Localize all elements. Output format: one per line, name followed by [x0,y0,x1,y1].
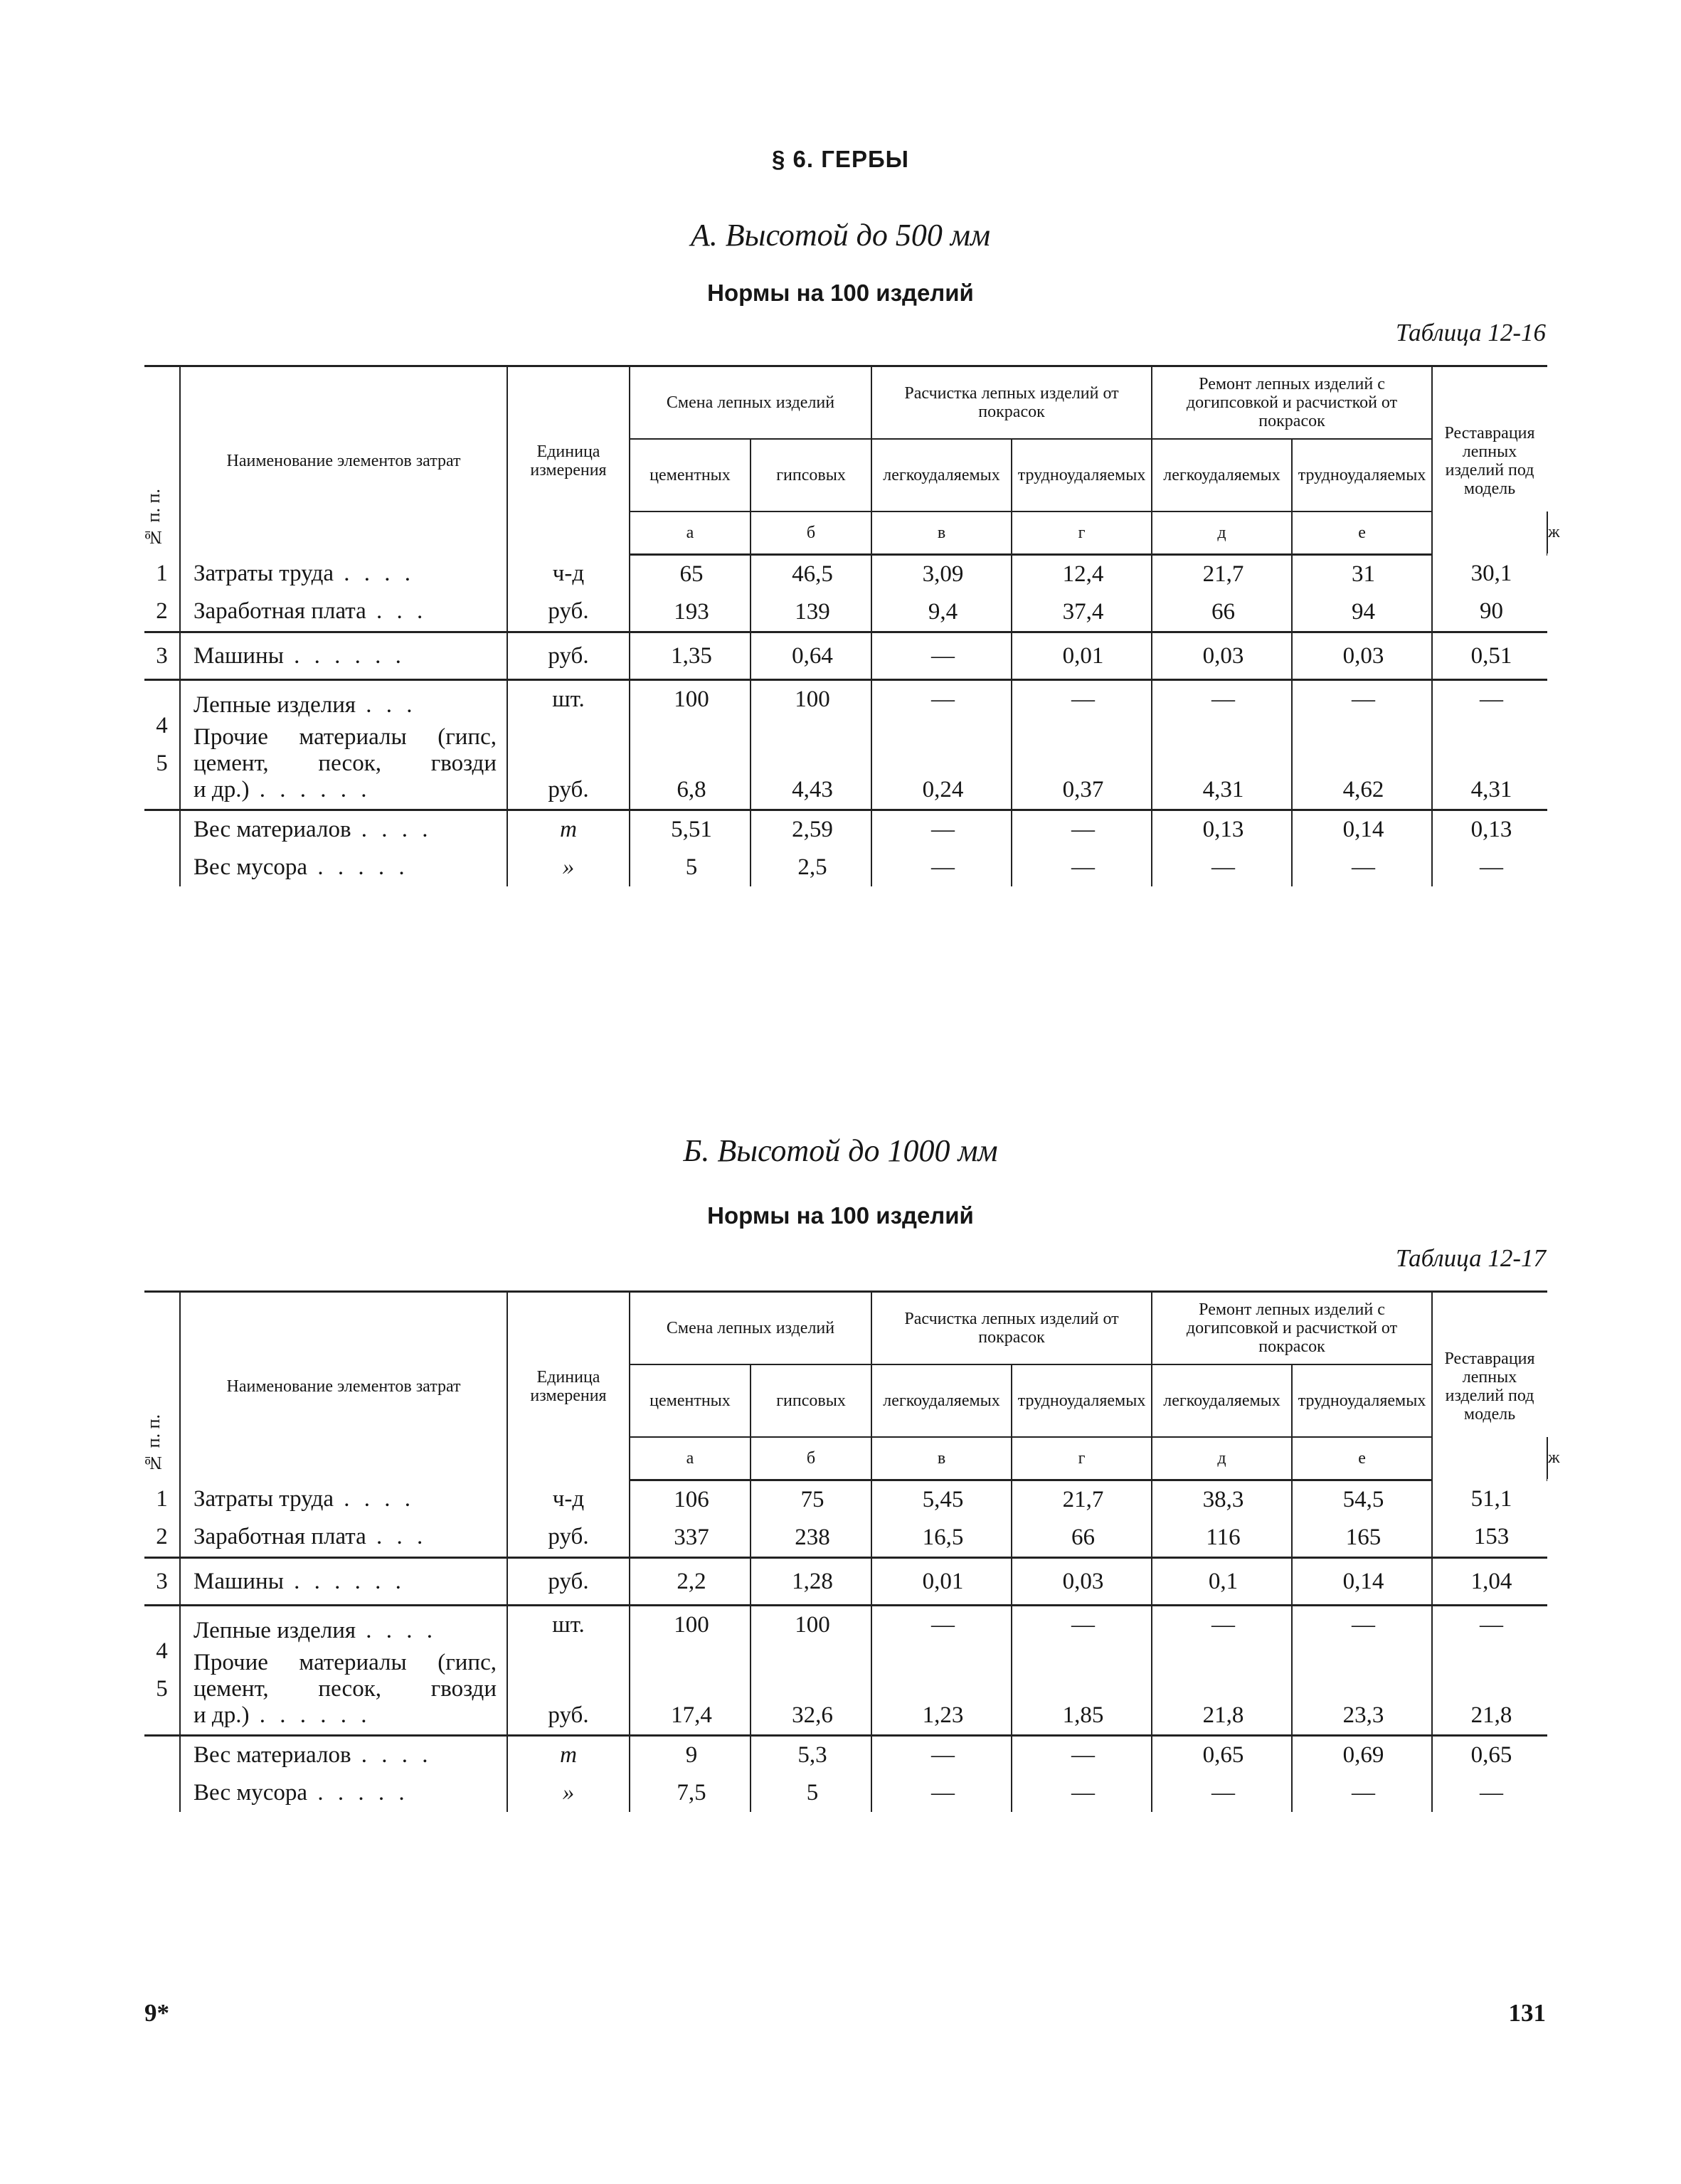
value-cell [1292,680,1432,810]
cell-text: — [931,1742,955,1768]
value-cell [630,1480,751,1558]
sub-cement-header: цементных [630,439,751,511]
value-cell [1292,1736,1432,1813]
value-cell: 1,04 [1432,1558,1547,1606]
cell-text: 1,85 [1062,1702,1104,1728]
num-header: № п. п. [144,1292,180,1480]
row-name: Машины . . . . . . [180,1558,507,1606]
row-numbers [144,555,180,632]
name-header: Наименование элементов затрат [180,366,507,555]
cell-text: 5 [806,1780,819,1806]
value-cell: 0,03 [1292,632,1432,680]
cell-text: 337 [674,1525,709,1550]
cell-text: ч-д [552,561,585,587]
cell-text: — [1480,687,1504,712]
row-numbers [144,810,180,887]
cell-text: 0,37 [1062,777,1104,802]
sub-hard-header: трудноудаляемых [1012,1364,1152,1437]
cell-text: 100 [795,687,830,712]
value-cell [871,1606,1012,1736]
cell-text: 0,14 [1342,817,1384,842]
value-cell [1292,555,1432,632]
row-numbers [144,680,180,810]
value-cell [1292,1606,1432,1736]
table-b-label: Таблица 12-17 [1395,1244,1546,1272]
cell-text: 139 [795,599,830,625]
cell-text: 90 [1480,598,1504,625]
row-units [507,1736,630,1813]
cell-text: 3,09 [922,561,964,587]
sub-easy-repair-header: легкоудаляемых [1152,439,1292,511]
col-letter: г [1012,1437,1152,1480]
cell-text: 5,3 [797,1742,827,1768]
cell-text: 2,5 [797,854,827,880]
col-letter: д [1152,511,1292,555]
cell-text: — [931,687,955,712]
cell-text: — [931,1780,955,1806]
col-letter: в [871,511,1012,555]
value-cell: 1,28 [751,1558,871,1606]
value-cell [751,1606,871,1736]
cell-text: 1,23 [922,1702,964,1728]
col-letter: г [1012,511,1152,555]
row-unit: руб. [507,632,630,680]
row-names [180,1480,507,1558]
section-title: § 6. ГЕРБЫ [772,146,909,172]
table-row [144,1606,1547,1736]
value-cell [1152,680,1292,810]
row-names [180,680,507,810]
value-cell [1152,810,1292,887]
cell-text: шт. [552,687,585,712]
cell-text: — [1352,854,1376,880]
cell-text: 38,3 [1202,1487,1244,1512]
sub-cement-header: цементных [630,1364,751,1437]
value-cell [1152,555,1292,632]
value-cell [751,1480,871,1558]
cell-text: 0,69 [1342,1742,1384,1768]
cell-text: Прочие материалы (гипс, [193,724,497,750]
cell-text: — [1071,687,1096,712]
cell-text: 116 [1206,1525,1241,1550]
table-row [144,680,1547,810]
cell-text: 4,62 [1342,777,1384,802]
cell-text: — [1352,687,1376,712]
norms-b-caption: Нормы на 100 изделий [707,1202,974,1229]
page-number: 131 [1508,1999,1546,2027]
value-cell [1292,810,1432,887]
cell-text: 23,3 [1342,1702,1384,1728]
cell-text: 31 [1352,561,1376,587]
sub-gypsum-header: гипсовых [751,1364,871,1437]
cell-text: т [560,817,577,842]
cell-text: — [931,1612,955,1638]
cell-text: 17,4 [671,1702,712,1728]
cell-text: — [1211,1612,1236,1638]
cell-text: 5,45 [922,1487,964,1512]
cell-text: 54,5 [1342,1487,1384,1512]
cell-text: 51,1 [1470,1486,1512,1512]
norms-table-b: № п. п. Наименование элементов затрат Единица измерения Смена лепных изделий Расчистка лепных изделий от покрасок Ремонт лепных изделий с догипсовкой и расчисткой от покрасок Реставрация лепных изделий под модель цементных гипсовых легкоудаляемых трудноудаляемых легкоудаляемых трудноудаляемых а б в г д е ж 1 2 Затраты труда . . . . Заработная плата . . . ч-д руб. 106 337 75 238 5,45 16,5 21,7 66 38,3 116 54,5 165 51,1 153 3 Машины . . . . . . руб. 2,2 1,28 0,01 0,03 0,1 0,14 1,04 4 5 Лепные изделия . . . . Прочие материалы (гипс, цемент, песок, гвозди и др.) . . . . . . шт. руб. 100 17,4 100 32,6 — 1,23 — 1,85 — 21,8 — 23,3 — 21,8 Вес материалов . . . . Вес мусора . . . . . т » 9 7,5 5,3 5 — — — — 0,65 — 0,69 — 0,65 — [144,1290,1547,1812]
value-cell [1012,810,1152,887]
cell-text: Затраты труда . . . . [193,561,415,587]
cell-text: Заработная плата . . . [193,598,428,625]
value-cell [630,1606,751,1736]
cell-text: руб. [548,1702,589,1728]
value-cell [1012,555,1152,632]
sub-easy-header: легкоудаляемых [871,1364,1012,1437]
cell-text: 100 [674,1612,709,1638]
cell-text: 106 [674,1487,709,1512]
cell-text: 75 [800,1487,824,1512]
value-cell [630,1736,751,1813]
value-cell [751,555,871,632]
cell-text: руб. [548,1524,589,1550]
sub-hard-repair-header: трудноудаляемых [1292,1364,1432,1437]
group-restore-header: Реставрация лепных изделий под модель [1432,366,1547,555]
row-unit: руб. [507,1558,630,1606]
row-numbers [144,1606,180,1736]
cell-text: Вес материалов . . . . [193,1742,433,1768]
table-row [144,1558,1547,1606]
cell-text: 0,65 [1470,1742,1512,1768]
value-cell [871,555,1012,632]
cell-text: ч-д [552,1486,585,1512]
cell-text: т [560,1742,577,1768]
value-cell: 0,01 [1012,632,1152,680]
cell-text: 100 [795,1612,830,1638]
cell-text: 153 [1473,1524,1510,1550]
cell-text: руб. [548,598,589,625]
cell-text: 7,5 [677,1780,706,1806]
value-cell [630,680,751,810]
norms-a-caption: Нормы на 100 изделий [707,280,974,306]
row-units [507,1606,630,1736]
group-replace-header: Смена лепных изделий [630,1292,871,1365]
cell-text: руб. [548,777,589,802]
cell-text: 21,7 [1062,1487,1104,1512]
value-cell [1432,555,1547,632]
cell-text: 4,31 [1202,777,1244,802]
cell-text: 21,7 [1202,561,1244,587]
value-cell [751,1736,871,1813]
cell-text: — [1211,1780,1236,1806]
cell-text: 5,51 [671,817,712,842]
cell-text: 2 [156,1524,168,1550]
row-numbers [144,1480,180,1558]
table-row [144,555,1547,632]
cell-text: 6,8 [677,777,706,802]
value-cell [751,810,871,887]
cell-text: 65 [679,561,704,587]
row-names [180,1606,507,1736]
cell-text: 2 [156,598,168,625]
value-cell [871,810,1012,887]
value-cell [1432,1606,1547,1736]
num-header: № п. п. [144,366,180,555]
value-cell [1432,680,1547,810]
cell-text: — [1211,687,1236,712]
cell-text: 0,65 [1202,1742,1244,1768]
cell-text: — [1480,1780,1504,1806]
value-cell: 2,2 [630,1558,751,1606]
unit-header: Единица измерения [507,366,630,555]
row-number: 3 [144,632,180,680]
value-cell [871,1736,1012,1813]
col-letter: б [751,1437,871,1480]
cell-text: 37,4 [1062,599,1104,625]
col-letter: е [1292,1437,1432,1480]
value-cell [1012,680,1152,810]
cell-text: 4 [156,1638,168,1664]
value-cell: 0,64 [751,632,871,680]
cell-text: 2,59 [792,817,833,842]
row-units [507,555,630,632]
value-cell [1012,1480,1152,1558]
cell-text: 238 [795,1525,830,1550]
row-names [180,1736,507,1813]
row-names [180,810,507,887]
value-cell [871,1480,1012,1558]
group-restore-header: Реставрация лепных изделий под модель [1432,1292,1547,1480]
value-cell: 0,14 [1292,1558,1432,1606]
cell-text: 1 [156,1486,168,1512]
sub-hard-repair-header: трудноудаляемых [1292,439,1432,511]
row-name: Машины . . . . . . [180,632,507,680]
row-units [507,810,630,887]
cell-text: — [931,817,955,842]
table-row [144,1480,1547,1558]
cell-text: Затраты труда . . . . [193,1486,415,1512]
cell-text: » [562,1780,575,1806]
cell-text: 4,31 [1470,777,1512,802]
value-cell [1292,1480,1432,1558]
cell-text: 94 [1352,599,1376,625]
cell-text: 66 [1071,1525,1096,1550]
subsection-a-title: А. Высотой до 500 мм [690,218,991,253]
cell-text: 4 [156,713,168,738]
cell-text: 46,5 [792,561,833,587]
subsection-b-title: Б. Высотой до 1000 мм [683,1133,998,1168]
value-cell: 0,03 [1012,1558,1152,1606]
table-row [144,810,1547,887]
cell-text: » [562,854,575,880]
table-row [144,1736,1547,1813]
value-cell: — [871,632,1012,680]
value-cell [1432,1480,1547,1558]
col-letter: в [871,1437,1012,1480]
cell-text: 5 [156,751,168,776]
cell-text: 165 [1345,1525,1382,1550]
cell-text: 16,5 [922,1525,964,1550]
table-a-label: Таблица 12-16 [1395,319,1546,346]
value-cell: 0,1 [1152,1558,1292,1606]
name-header: Наименование элементов затрат [180,1292,507,1480]
cell-text: 21,8 [1202,1702,1244,1728]
cell-text: цемент, песок, гвозди [193,751,497,776]
value-cell: 1,35 [630,632,751,680]
sub-gypsum-header: гипсовых [751,439,871,511]
cell-text: Лепные изделия . . . . [193,1618,438,1643]
cell-text: — [1071,817,1096,842]
col-letter: д [1152,1437,1292,1480]
col-letter: а [630,1437,751,1480]
col-letter: а [630,511,751,555]
cell-text: — [1480,854,1504,880]
cell-text: 193 [674,599,709,625]
group-repair-header: Ремонт лепных изделий с догипсовкой и расчисткой от покрасок [1152,366,1432,440]
value-cell [1152,1480,1292,1558]
cell-text: 30,1 [1470,561,1512,587]
cell-text: — [1071,1742,1096,1768]
group-clean-header: Расчистка лепных изделий от покрасок [871,366,1152,440]
sub-easy-header: легкоудаляемых [871,439,1012,511]
value-cell [1012,1606,1152,1736]
row-numbers [144,1736,180,1813]
cell-text: — [1352,1780,1376,1806]
sub-easy-repair-header: легкоудаляемых [1152,1364,1292,1437]
cell-text: Вес мусора . . . . . [193,1780,409,1806]
cell-text: и др.) . . . . . . [193,1702,371,1728]
cell-text: 1 [156,561,168,587]
cell-text: Вес материалов . . . . [193,817,433,842]
value-cell [630,810,751,887]
cell-text: — [1211,854,1236,880]
col-letter: е [1292,511,1432,555]
cell-text: 12,4 [1062,561,1104,587]
row-names [180,555,507,632]
value-cell [1012,1736,1152,1813]
value-cell [751,680,871,810]
norms-table-a: № п. п. Наименование элементов затрат Единица измерения Смена лепных изделий Расчистка лепных изделий от покрасок Ремонт лепных изделий с догипсовкой и расчисткой от покрасок Реставрация лепных изделий под модель цементных гипсовых легкоудаляемых трудноудаляемых легкоудаляемых трудноудаляемых а б в г д е ж 1 2 Затраты труда . . . . Заработная плата . . . ч-д руб. 65 193 46,5 139 3,09 9,4 12,4 37,4 21,7 66 31 94 30,1 90 3 Машины . . . . . . руб. 1,35 0,64 — 0,01 0,03 0,03 0,51 4 5 Лепные изделия . . . Прочие материалы (гипс, цемент, песок, гвозди и др.) . . . . . . шт. руб. 100 6,8 100 4,43 — 0,24 — 0,37 — 4,31 — 4,62 — 4,31 Вес материалов . . . . Вес мусора . . . . . т » 5,51 5 2,59 2,5 — — — — 0,13 — 0,14 — 0,13 — [144,365,1547,886]
sub-hard-header: трудноудаляемых [1012,439,1152,511]
value-cell [1152,1606,1292,1736]
value-cell [871,680,1012,810]
value-cell [1432,1736,1547,1813]
value-cell [1152,1736,1292,1813]
cell-text: 66 [1211,599,1236,625]
cell-text: цемент, песок, гвозди [193,1676,497,1702]
row-units [507,1480,630,1558]
row-number: 3 [144,1558,180,1606]
cell-text: и др.) . . . . . . [193,777,371,802]
cell-text: Прочие материалы (гипс, [193,1650,497,1675]
cell-text: 21,8 [1470,1702,1512,1728]
signature-mark: 9* [144,1999,169,2027]
cell-text: шт. [552,1612,585,1638]
cell-text: — [1071,1612,1096,1638]
unit-header: Единица измерения [507,1292,630,1480]
group-replace-header: Смена лепных изделий [630,366,871,440]
col-letter: б [751,511,871,555]
value-cell: 0,03 [1152,632,1292,680]
cell-text: 9 [685,1742,698,1768]
cell-text: 4,43 [792,777,833,802]
value-cell [1432,810,1547,887]
cell-text: — [1071,854,1096,880]
group-clean-header: Расчистка лепных изделий от покрасок [871,1292,1152,1365]
cell-text: Вес мусора . . . . . [193,854,409,880]
group-repair-header: Ремонт лепных изделий с догипсовкой и расчисткой от покрасок [1152,1292,1432,1365]
cell-text: 100 [674,687,709,712]
value-cell: 0,51 [1432,632,1547,680]
cell-text: — [1071,1780,1096,1806]
cell-text: — [1352,1612,1376,1638]
cell-text: 5 [685,854,698,880]
cell-text: — [1480,1612,1504,1638]
value-cell [630,555,751,632]
table-row [144,632,1547,680]
cell-text: Лепные изделия . . . [193,692,417,718]
cell-text: Заработная плата . . . [193,1524,428,1550]
cell-text: 0,13 [1202,817,1244,842]
value-cell: 0,01 [871,1558,1012,1606]
row-units [507,680,630,810]
cell-text: 32,6 [792,1702,833,1728]
cell-text: 9,4 [928,599,958,625]
cell-text: 5 [156,1676,168,1702]
cell-text: 0,24 [922,777,964,802]
cell-text: — [931,854,955,880]
cell-text: 0,13 [1470,817,1512,842]
